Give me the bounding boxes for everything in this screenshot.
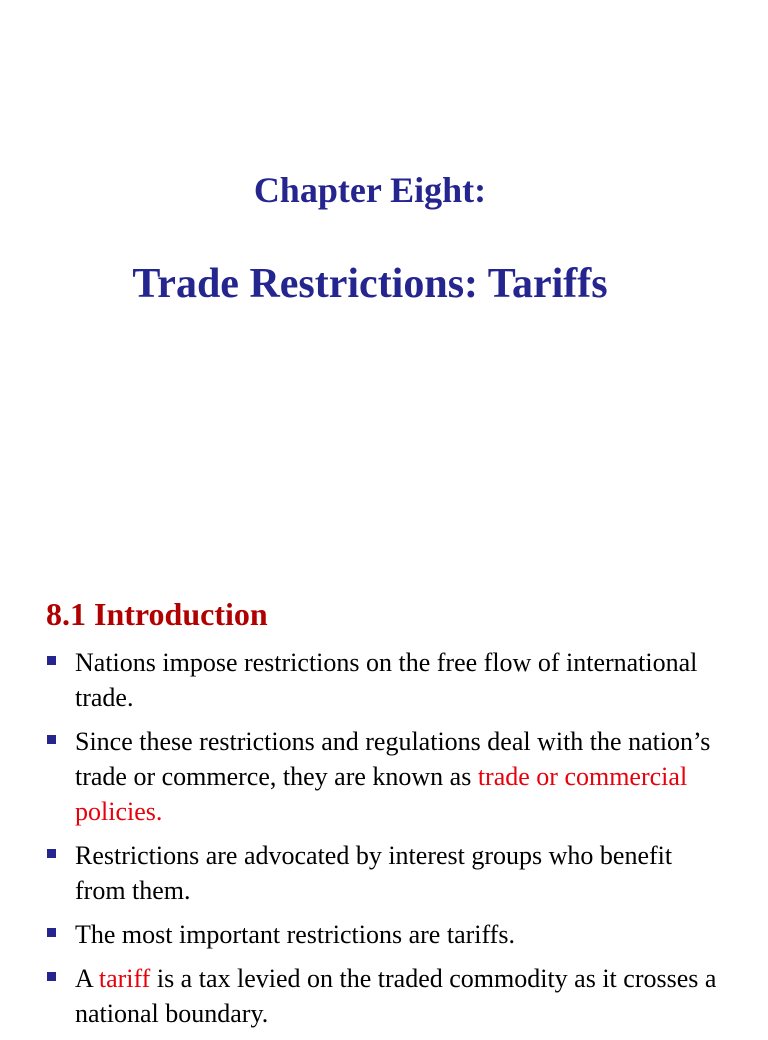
introduction-bullet-list <box>46 645 726 1040</box>
square-bullet-icon <box>47 849 56 858</box>
bullet-text: Since these restrictions and regulations deal with the nation’s trade or commerce, they are known as <box>75 727 711 791</box>
bullet-text: Nations impose restrictions on the free flow of international trade. <box>75 648 698 712</box>
square-bullet-icon <box>47 928 56 937</box>
highlighted-term-commercial-policies: trade or commercial policies. <box>75 762 688 826</box>
chapter-label: Chapter Eight: <box>253 170 487 210</box>
bullet-item-commercial-policies <box>46 724 726 829</box>
bullet-text-prefix: A <box>75 964 99 993</box>
bullet-item-interest-groups <box>46 838 726 908</box>
highlighted-term-tariff: tariff <box>98 964 151 993</box>
bullet-text: The most important restrictions are tariffs. <box>75 920 515 949</box>
square-bullet-icon <box>47 656 56 665</box>
square-bullet-icon <box>47 735 56 744</box>
square-bullet-icon <box>47 972 56 981</box>
bullet-item-tariff-definition <box>46 961 726 1031</box>
bullet-text-suffix: is a tax levied on the traded commodity as it crosses a national boundary. <box>75 964 717 1028</box>
bullet-item-tariffs-importance <box>46 917 726 952</box>
chapter-title: Trade Restrictions: Tariffs <box>132 261 608 307</box>
section-heading: 8.1 Introduction <box>46 596 268 632</box>
bullet-item-restrictions-on-trade <box>46 645 726 715</box>
bullet-text: Restrictions are advocated by interest groups who benefit from them. <box>75 841 673 905</box>
